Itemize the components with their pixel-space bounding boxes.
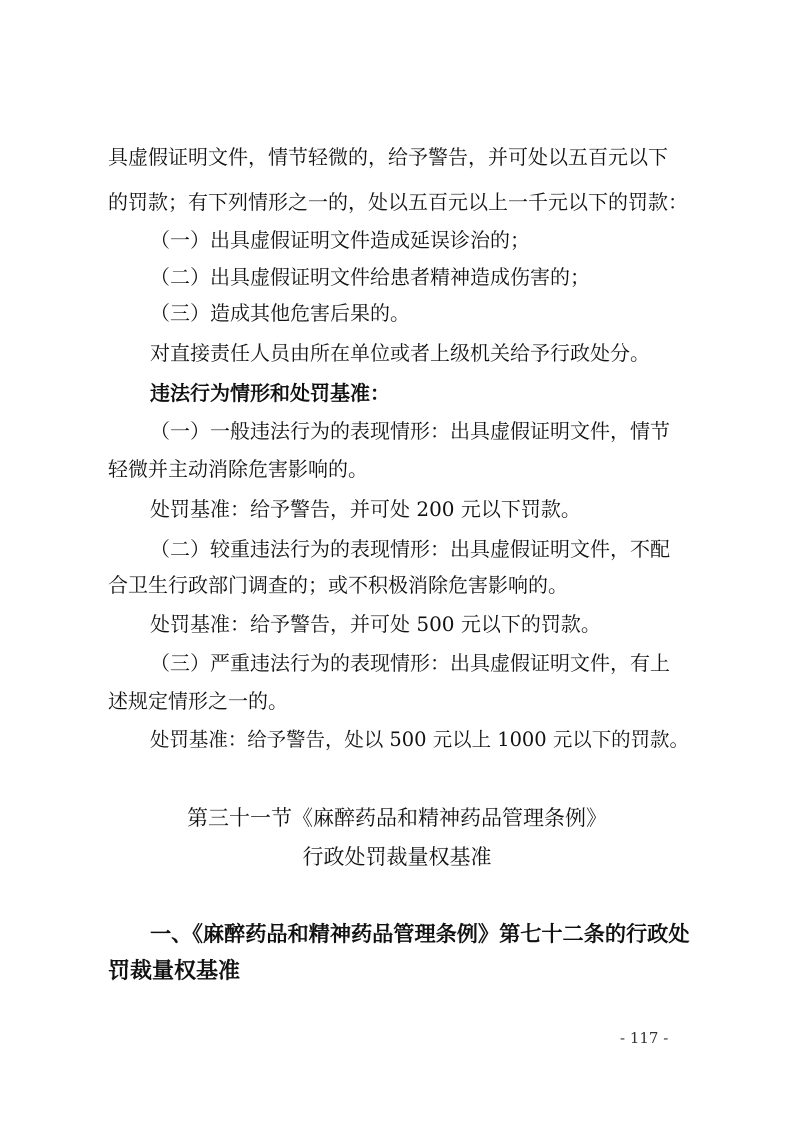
- penalty-line: 处罚基准：给予警告，并可处 200 元以下罚款。: [150, 497, 581, 521]
- subsection-heading-continued: 罚裁量权基准: [108, 959, 241, 984]
- paragraph-line: 具虚假证明文件，情节轻微的，给予警告，并可处以五百元以下: [108, 145, 668, 169]
- list-item: （三）造成其他危害后果的。: [150, 301, 410, 325]
- list-item: （一）出具虚假证明文件造成延误诊治的；: [150, 228, 530, 252]
- subsection-heading: 一、《麻醉药品和精神药品管理条例》第七十二条的行政处: [150, 921, 690, 946]
- list-item: （二）出具虚假证明文件给患者精神造成伤害的；: [150, 265, 590, 289]
- paragraph-line: 对直接责任人员由所在单位或者上级机关给予行政处分。: [150, 341, 650, 365]
- paragraph-line: （三）严重违法行为的表现情形：出具虚假证明文件，有上: [150, 651, 670, 675]
- paragraph-line: 的罚款；有下列情形之一的，处以五百元以上一千元以下的罚款：: [108, 190, 688, 214]
- bold-subheading: 违法行为情形和处罚基准：: [150, 381, 390, 405]
- penalty-line: 处罚基准：给予警告，处以 500 元以上 1000 元以下的罚款。: [150, 728, 689, 751]
- paragraph-line: （一）一般违法行为的表现情形：出具虚假证明文件，情节: [150, 419, 670, 443]
- paragraph-line: （二）较重违法行为的表现情形：出具虚假证明文件，不配: [150, 537, 670, 561]
- paragraph-line: 轻微并主动消除危害影响的。: [108, 457, 368, 481]
- paragraph-line: 合卫生行政部门调查的；或不积极消除危害影响的。: [108, 573, 568, 597]
- paragraph-line: 述规定情形之一的。: [108, 689, 288, 713]
- penalty-line: 处罚基准：给予警告，并可处 500 元以下的罚款。: [150, 612, 601, 636]
- section-subtitle: 行政处罚裁量权基准: [302, 845, 492, 869]
- section-title: 第三十一节《麻醉药品和精神药品管理条例》: [187, 806, 607, 830]
- page-number: - 117 -: [620, 1029, 669, 1047]
